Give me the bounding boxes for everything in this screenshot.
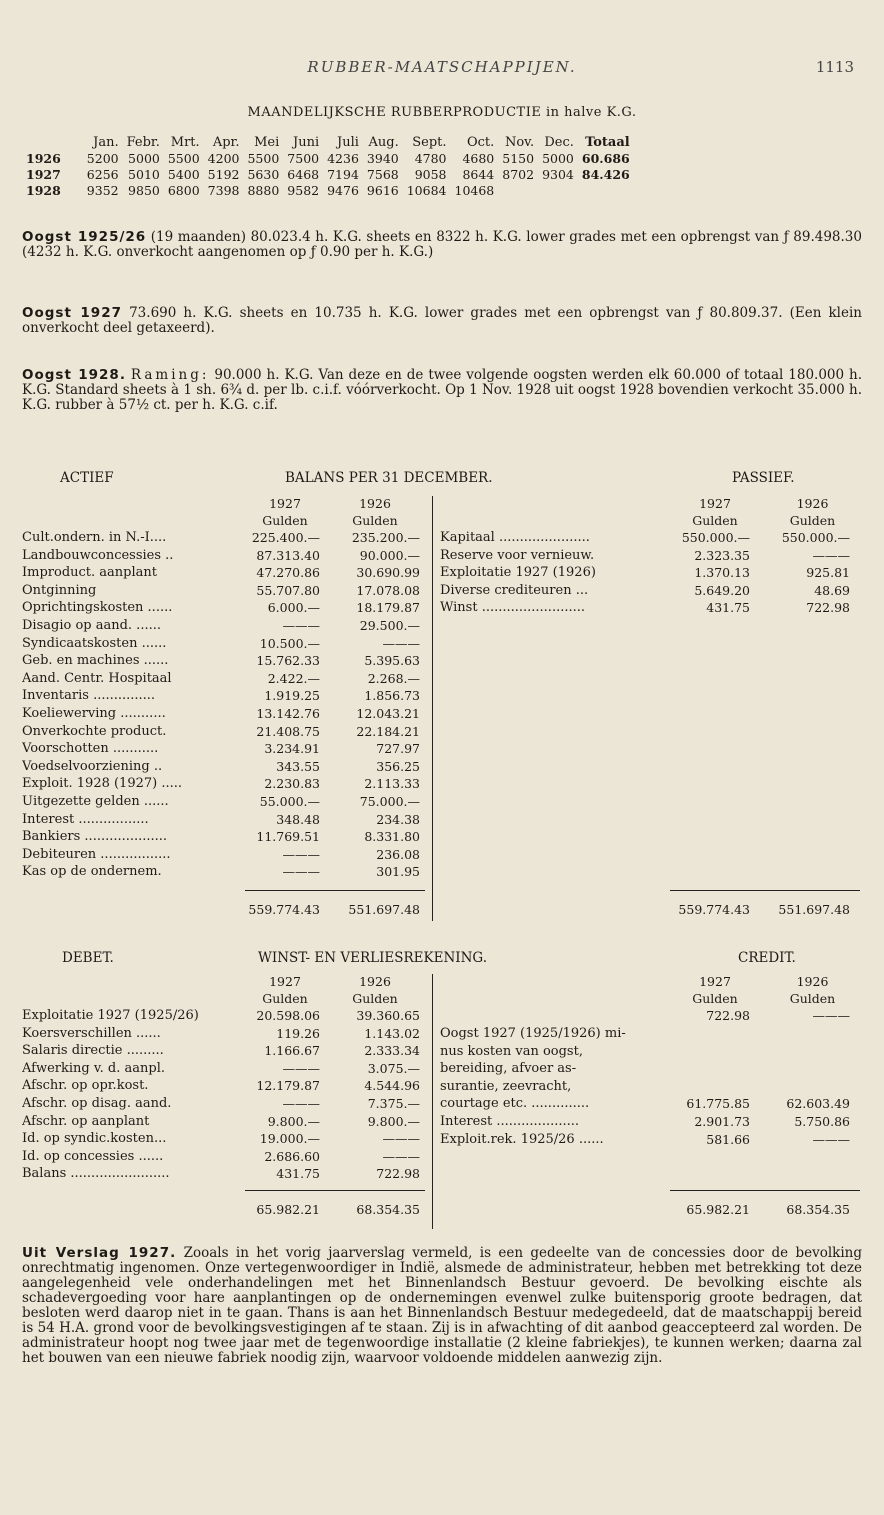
debit-row-value-1926: 7.375.— — [367, 1096, 420, 1111]
harvest-1927-text: 73.690 h. K.G. sheets en 10.735 h. K.G. lower grades met een opbrengst van ƒ 80.809.37. (Een klein onverkocht deel getaxeerd). — [22, 305, 862, 336]
asset-row-value-1927: 10.500.— — [259, 635, 320, 651]
production-cell: 3940 — [366, 150, 399, 166]
balance-right-title: PASSIEF. — [732, 470, 795, 486]
asset-row-value-1926: 30.690.99 — [356, 565, 420, 581]
asset-row-label: Aand. Centr. Hospitaal — [22, 670, 172, 686]
harvest-1927-label: Oogst 1927 — [22, 305, 122, 321]
debit-row-value-1926: 1.143.02 — [364, 1025, 420, 1041]
balance-liab-total-rule — [670, 890, 860, 891]
production-cell: 4200 — [207, 150, 240, 166]
balance-liab-unit-1927: Gulden — [692, 513, 738, 528]
asset-row-label: Uitgezette gelden ...... — [22, 794, 169, 809]
production-cell: 5630 — [247, 166, 280, 182]
running-header: RUBBER-MAATSCHAPPIJEN. — [307, 58, 577, 76]
credit-line: Exploit.rek. 1925/26 ...... — [440, 1131, 604, 1147]
asset-row-value-1927: 6.000.— — [267, 600, 320, 616]
asset-row-value-1927: ——— — [282, 618, 320, 633]
asset-row-value-1926: 17.078.08 — [356, 582, 420, 598]
asset-row-value-1927: 87.313.40 — [256, 547, 320, 563]
liability-row-value-1926: 925.81 — [806, 565, 850, 581]
harvest-1925-paragraph — [22, 230, 862, 260]
production-cell: 60.686 — [581, 150, 630, 166]
debit-row-value-1926: ——— — [382, 1131, 420, 1147]
production-cell: 5200 — [86, 150, 119, 166]
production-year: 1927 — [26, 166, 61, 182]
asset-row-label: Landbouwconcessies .. — [22, 547, 174, 563]
debit-row-value-1926: 9.800.— — [367, 1113, 420, 1129]
production-cell: 9616 — [366, 182, 399, 198]
production-cell: 4680 — [462, 150, 495, 166]
production-month-header: Febr. — [126, 134, 160, 150]
asset-row-value-1926: 235.200.— — [351, 530, 420, 545]
production-cell: 84.426 — [581, 166, 630, 182]
production-cell: 9058 — [414, 166, 447, 182]
debit-row-value-1927: 19.000.— — [259, 1131, 320, 1147]
debit-row-value-1926: 722.98 — [376, 1166, 420, 1182]
asset-row-value-1926: 234.38 — [376, 811, 420, 827]
credit-value-1927: 2.901.73 — [694, 1114, 750, 1129]
balance-liab-total-1927: 559.774.43 — [678, 902, 750, 917]
pl-debit-total-rule — [245, 1190, 425, 1191]
pl-debit-year-1926: 1926 — [359, 974, 391, 989]
liability-row-value-1927: 550.000.— — [681, 530, 750, 545]
credit-line: bereiding, afvoer as- — [440, 1061, 577, 1077]
debit-row-value-1927: ——— — [282, 1096, 320, 1111]
asset-row-label: Inventaris ............... — [22, 688, 156, 704]
balance-liab-year-1926: 1926 — [796, 496, 829, 511]
production-month-header: Aug. — [368, 134, 399, 150]
report-text: Zooals in het vorig jaarverslag vermeld, is een gedeelte van de concessies door de bevolking onrechtmatig ingenomen. Onze vertegenwoordiger in Indië, alsmede de administrateur, hebben met betrekking tot deze aangelegenheid vele onderhandelingen met het Binnenlandsch Bestuur gevoerd. De bevolking eischte als schadevergoeding voor hare aanplantingen op de ondernemingen evenwel zulke buitensporig groote bedragen, dat besloten werd daarop niet in te gaan. Thans is aan het Binnenlandsch Bestuur medegedeeld, dat de maatschappij bereid is 54 H.A. grond voor de bevolkingsvestigingen af te staan. Zij is in afwachting of dit aanbod geaccepteerd zal worden. De administrateur hoopt nog twee jaar met de tegenwoordige installatie (2 kleine fabriekjes), te kunnen werken; daarna zal het bouwen van een nieuwe fabriek noodig zijn, waarvoor voldoende middelen aanwezig zijn. — [22, 1245, 862, 1366]
liability-row-label: Diverse crediteuren ... — [440, 582, 589, 598]
balance-asset-total-1927: 559.774.43 — [248, 902, 320, 917]
asset-row-value-1927: 47.270.86 — [256, 565, 320, 581]
credit-value-1926: ——— — [812, 1131, 850, 1147]
production-cell: 9304 — [542, 166, 574, 182]
production-month-header: Mei — [254, 134, 280, 150]
production-cell: 5500 — [247, 150, 280, 166]
asset-row-label: Kas op de ondernem. — [22, 864, 162, 880]
asset-row-value-1927: 11.769.51 — [256, 829, 320, 845]
production-row — [22, 182, 634, 198]
asset-row-value-1926: 22.184.21 — [356, 723, 420, 739]
asset-row-value-1926: 75.000.— — [359, 794, 420, 809]
pl-credit-total-1926: 68.354.35 — [786, 1202, 850, 1217]
asset-row-label: Onverkochte product. — [22, 723, 167, 739]
asset-row-value-1926: 727.97 — [376, 741, 420, 757]
pl-credit-total-1927: 65.982.21 — [686, 1202, 750, 1217]
balance-title: BALANS PER 31 DECEMBER. — [285, 470, 493, 486]
production-month-header: Oct. — [466, 134, 495, 150]
balance-asset-unit-1926: Gulden — [352, 513, 398, 528]
asset-row-value-1926: 90.000.— — [359, 547, 420, 563]
balance-liab-year-1927: 1927 — [699, 496, 731, 511]
production-month-header: Apr. — [212, 134, 240, 150]
pl-credit-year-1927: 1927 — [699, 974, 731, 989]
debit-row-label: Koersverschillen ...... — [22, 1025, 161, 1041]
asset-row-value-1927: 2.422.— — [267, 670, 320, 686]
asset-row-label: Improduct. aanplant — [22, 565, 157, 581]
liability-row-label: Kapitaal ...................... — [440, 530, 590, 545]
asset-row-label: Voorschotten ........... — [22, 741, 159, 757]
debit-row-value-1926: 39.360.65 — [356, 1008, 420, 1023]
production-cell: 4236 — [327, 150, 359, 166]
production-month-header: Mrt. — [170, 134, 200, 150]
production-month-header: Juni — [292, 134, 320, 150]
debit-row-value-1927: ——— — [282, 1060, 320, 1076]
asset-row-value-1927: 55.000.— — [259, 794, 320, 809]
production-cell: 6468 — [287, 166, 320, 182]
production-cell: 5500 — [167, 150, 200, 166]
debit-row-label: Afschr. op disag. aand. — [22, 1096, 172, 1111]
production-cell: 7568 — [366, 166, 399, 182]
debit-row-value-1926: ——— — [382, 1148, 420, 1164]
harvest-1928-label: Oogst 1928. — [22, 367, 126, 383]
asset-row-value-1927: ——— — [282, 846, 320, 862]
asset-row-label: Voedselvoorziening .. — [22, 758, 163, 774]
production-cell: 8644 — [462, 166, 495, 182]
liability-row-value-1926: ——— — [812, 547, 850, 563]
asset-row-value-1927: ——— — [282, 864, 320, 880]
liability-row-value-1927: 5.649.20 — [694, 582, 750, 598]
credit-top-1927: 722.98 — [706, 1008, 750, 1023]
credit-value-1927: 61.775.85 — [686, 1096, 750, 1112]
production-cell: 10684 — [406, 182, 447, 198]
production-cell: 5010 — [128, 166, 160, 182]
production-title: MAANDELIJKSCHE RUBBERPRODUCTIE in halve K.G. — [247, 105, 637, 120]
asset-row-value-1926: 2.268.— — [367, 670, 420, 686]
credit-line: surantie, zeevracht, — [440, 1078, 572, 1094]
asset-row-value-1927: 1.919.25 — [264, 688, 320, 704]
asset-row-value-1926: 236.08 — [376, 846, 420, 862]
debit-row-value-1927: 1.166.67 — [264, 1043, 320, 1059]
liability-row-value-1927: 431.75 — [706, 600, 750, 616]
asset-row-value-1927: 225.400.— — [251, 530, 320, 545]
asset-row-label: Exploit. 1928 (1927) ..... — [22, 776, 183, 792]
production-cell: 7398 — [207, 182, 240, 198]
production-cell: 4780 — [414, 150, 447, 166]
pl-credit-total-rule — [670, 1190, 860, 1191]
balance-asset-total-1926: 551.697.48 — [348, 902, 420, 917]
asset-row-value-1926: ——— — [382, 635, 420, 651]
asset-row-label: Oprichtingskosten ...... — [22, 600, 173, 616]
credit-top-1926: ——— — [812, 1008, 850, 1023]
debit-row-label: Afschr. op opr.kost. — [22, 1078, 149, 1094]
production-cell — [538, 182, 578, 198]
pl-debit-year-1927: 1927 — [269, 974, 301, 989]
production-month-header: Jan. — [93, 134, 119, 150]
production-corner — [22, 134, 83, 150]
pl-divider — [432, 974, 433, 1229]
production-month-header: Totaal — [585, 134, 630, 150]
debit-row-value-1926: 3.075.— — [367, 1060, 420, 1076]
asset-row-value-1926: 2.113.33 — [364, 776, 420, 792]
debit-row-value-1927: 12.179.87 — [256, 1078, 320, 1094]
harvest-1925-text: (19 maanden) 80.023.4 h. K.G. sheets en 8322 h. K.G. lower grades met een opbrengst van ƒ 89.498.30 (4232 h. K.G. onverkocht aangenomen op ƒ 0.90 per h. K.G.) — [22, 229, 862, 260]
harvest-1928-raming: Raming: — [130, 367, 210, 383]
debit-row-label: Exploitatie 1927 (1925/26) — [22, 1008, 199, 1023]
debit-row-label: Id. op concessies ...... — [22, 1148, 164, 1164]
production-year: 1928 — [26, 182, 61, 198]
balance-liab-unit-1926: Gulden — [789, 513, 836, 528]
asset-row-value-1927: 343.55 — [276, 758, 320, 774]
production-cell — [498, 182, 538, 198]
balance-asset-year-1927: 1927 — [269, 496, 301, 511]
production-cell: 5150 — [502, 150, 535, 166]
asset-row-value-1927: 13.142.76 — [256, 706, 320, 721]
credit-line: Interest .................... — [440, 1114, 580, 1129]
asset-row-label: Cult.ondern. in N.-I.... — [22, 530, 167, 545]
liability-row-value-1926: 48.69 — [814, 582, 850, 598]
asset-row-label: Ontginning — [22, 582, 97, 598]
pl-right-title: CREDIT. — [738, 950, 796, 966]
balance-asset-year-1926: 1926 — [359, 496, 391, 511]
liability-row-value-1927: 2.323.35 — [694, 547, 750, 563]
credit-value-1926: 62.603.49 — [786, 1096, 850, 1112]
debit-row-label: Balans ........................ — [22, 1166, 170, 1182]
debit-row-value-1926: 4.544.96 — [364, 1078, 420, 1094]
harvest-1927-paragraph — [22, 306, 862, 336]
debit-row-label: Afschr. op aanplant — [22, 1113, 150, 1129]
production-month-header: Dec. — [544, 134, 574, 150]
production-cell: 9352 — [86, 182, 119, 198]
production-year: 1926 — [26, 150, 61, 166]
page-number: 1113 — [815, 58, 854, 76]
asset-row-value-1926: 5.395.63 — [364, 653, 420, 669]
production-row — [22, 150, 634, 166]
pl-credit-year-1926: 1926 — [796, 974, 829, 989]
production-cell: 6800 — [167, 182, 200, 198]
debit-row-value-1926: 2.333.34 — [364, 1043, 420, 1059]
harvest-1928-paragraph — [22, 368, 862, 413]
production-cell: 6256 — [86, 166, 119, 182]
debit-row-value-1927: 431.75 — [276, 1166, 320, 1182]
production-month-header: Nov. — [504, 134, 535, 150]
production-table — [22, 134, 634, 198]
balance-asset-total-rule — [245, 890, 425, 891]
production-cell: 5192 — [207, 166, 240, 182]
balance-divider — [432, 496, 433, 921]
production-cell: 8880 — [247, 182, 280, 198]
production-cell: 9582 — [287, 182, 320, 198]
production-cell: 5000 — [128, 150, 160, 166]
pl-debit-unit-1927: Gulden — [262, 991, 308, 1006]
harvest-1928-text: 90.000 h. K.G. Van deze en de twee volgende oogsten werden elk 60.000 of totaal 180.000 h. K.G. Standard sheets à 1 sh. 6¾ d. per lb. c.i.f. vóórverkocht. Op 1 Nov. 1928 uit oogst 1928 bovendien verkocht 35.000 h. K.G. rubber à 57½ ct. per h. K.G. c.if. — [22, 367, 863, 413]
asset-row-label: Syndicaatskosten ...... — [22, 635, 167, 651]
liability-row-label: Reserve voor vernieuw. — [440, 547, 595, 563]
harvest-1925-label: Oogst 1925/26 — [22, 229, 147, 245]
report-label: Uit Verslag 1927. — [22, 1245, 177, 1261]
asset-row-value-1926: 29.500.— — [359, 618, 420, 633]
pl-debit-unit-1926: Gulden — [352, 991, 398, 1006]
asset-row-value-1927: 21.408.75 — [256, 723, 320, 739]
credit-line: Oogst 1927 (1925/1926) mi- — [440, 1026, 626, 1041]
pl-debit-total-1927: 65.982.21 — [256, 1202, 320, 1217]
production-month-header: Juli — [337, 134, 359, 150]
asset-row-value-1926: 8.331.80 — [364, 829, 420, 845]
asset-row-label: Bankiers .................... — [22, 829, 168, 845]
pl-title: WINST- EN VERLIESREKENING. — [258, 950, 488, 966]
production-cell: 5000 — [542, 150, 574, 166]
production-cell: 8702 — [502, 166, 535, 182]
credit-line: nus kosten van oogst, — [440, 1043, 583, 1059]
asset-row-value-1927: 348.48 — [276, 811, 320, 827]
pl-credit-unit-1926: Gulden — [789, 991, 836, 1006]
production-cell: 9850 — [128, 182, 160, 198]
asset-row-value-1926: 12.043.21 — [356, 706, 420, 721]
asset-row-value-1927: 3.234.91 — [264, 741, 320, 757]
asset-row-label: Geb. en machines ...... — [22, 653, 169, 669]
credit-line: courtage etc. .............. — [440, 1096, 590, 1112]
production-cell: 7194 — [327, 166, 359, 182]
asset-row-label: Koeliewerving ........... — [22, 706, 166, 721]
debit-row-value-1927: 9.800.— — [267, 1113, 320, 1129]
balance-left-title: ACTIEF — [60, 470, 114, 486]
asset-row-value-1927: 2.230.83 — [264, 776, 320, 792]
asset-row-value-1927: 15.762.33 — [256, 653, 320, 669]
liability-row-label: Winst ......................... — [440, 600, 585, 616]
asset-row-label: Disagio op aand. ...... — [22, 618, 161, 633]
production-row — [22, 166, 634, 182]
debit-row-value-1927: 119.26 — [276, 1025, 320, 1041]
asset-row-value-1926: 1.856.73 — [364, 688, 420, 704]
liability-row-value-1926: 722.98 — [806, 600, 850, 616]
production-header-row — [22, 134, 634, 150]
asset-row-value-1926: 301.95 — [376, 864, 420, 880]
credit-value-1927: 581.66 — [706, 1131, 750, 1147]
production-cell: 9476 — [327, 182, 359, 198]
debit-row-label: Afwerking v. d. aanpl. — [22, 1060, 166, 1076]
balance-asset-unit-1927: Gulden — [262, 513, 308, 528]
production-cell: 7500 — [287, 150, 320, 166]
asset-row-value-1926: 356.25 — [376, 758, 420, 774]
production-cell: 5400 — [167, 166, 200, 182]
debit-row-label: Id. op syndic.kosten... — [22, 1131, 167, 1147]
debit-row-value-1927: 2.686.60 — [264, 1148, 320, 1164]
liability-row-value-1927: 1.370.13 — [694, 565, 750, 581]
asset-row-label: Interest ................. — [22, 811, 149, 827]
debit-row-label: Salaris directie ......... — [22, 1043, 164, 1059]
pl-debit-total-1926: 68.354.35 — [356, 1202, 420, 1217]
balance-liab-total-1926: 551.697.48 — [778, 902, 850, 917]
asset-row-value-1927: 55.707.80 — [256, 582, 320, 598]
production-cell — [578, 182, 634, 198]
asset-row-label: Debiteuren ................. — [22, 846, 171, 862]
report-paragraph — [22, 1246, 862, 1366]
production-month-header: Sept. — [412, 134, 447, 150]
liability-row-label: Exploitatie 1927 (1926) — [440, 565, 596, 581]
credit-value-1926: 5.750.86 — [794, 1114, 850, 1129]
asset-row-value-1926: 18.179.87 — [356, 600, 420, 616]
debit-row-value-1927: 20.598.06 — [256, 1008, 320, 1023]
pl-credit-unit-1927: Gulden — [692, 991, 738, 1006]
pl-left-title: DEBET. — [62, 950, 114, 966]
production-cell: 10468 — [454, 182, 495, 198]
liability-row-value-1926: 550.000.— — [781, 530, 850, 545]
